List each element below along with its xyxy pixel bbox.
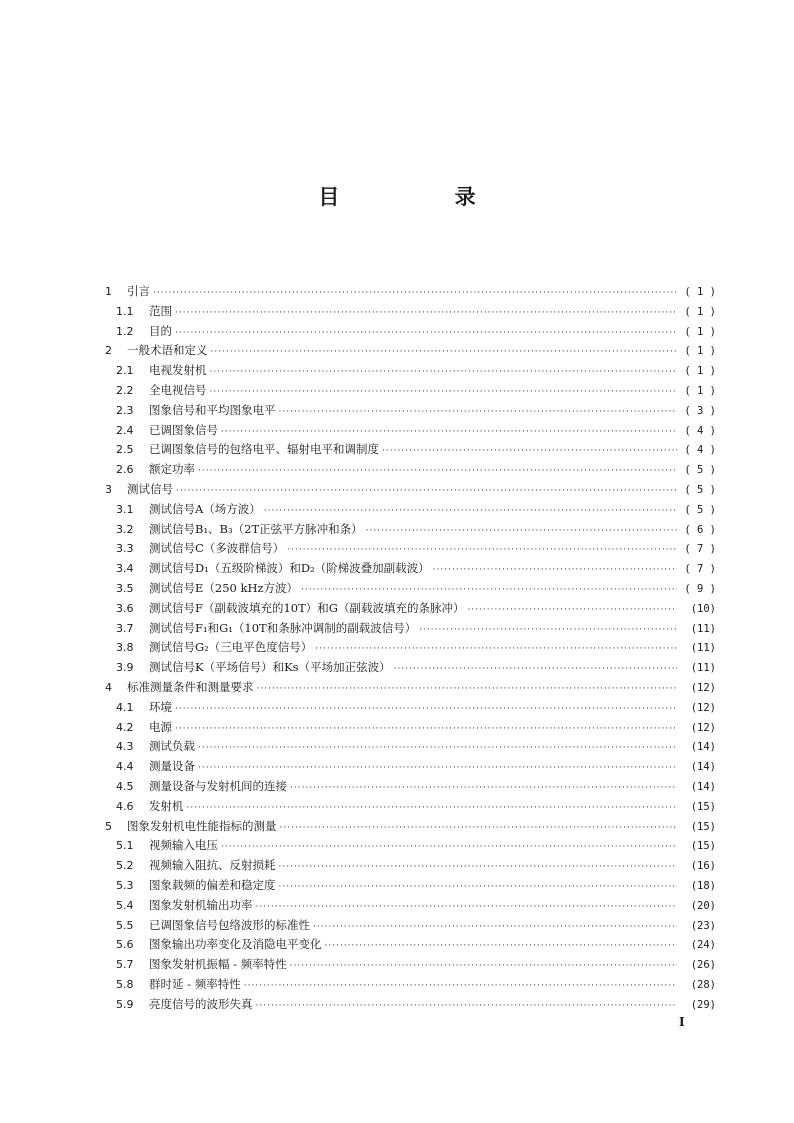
toc-entry-page: (10): [690, 602, 716, 615]
toc-entry-page: ( 5 ): [684, 503, 716, 516]
dot-leader: [290, 779, 677, 799]
toc-entry-page: ( 5 ): [684, 483, 716, 496]
toc-entry-title: 测试信号D₁（五级阶梯波）和D₂（阶梯波叠加副载波）: [149, 561, 430, 576]
toc-entry-page: ( 4 ): [684, 424, 716, 437]
toc-entry-page: (14): [690, 741, 716, 754]
toc-entry-number: 3.4: [116, 562, 134, 576]
dot-leader: [175, 720, 677, 740]
toc-entry-page: (14): [690, 761, 716, 774]
toc-entry-page: (12): [690, 701, 716, 714]
toc-entry-number: 1.2: [116, 324, 134, 338]
dot-leader: [467, 601, 677, 621]
toc-entry-title: 视频输入阻抗、反射损耗: [149, 858, 276, 873]
toc-entry-title: 图象载频的偏差和稳定度: [149, 877, 276, 892]
toc-section-entry[interactable]: [100, 500, 716, 520]
toc-entry-number: 4.6: [116, 799, 134, 813]
toc-entry-number: 2.4: [116, 423, 134, 437]
dot-leader: [280, 819, 678, 839]
toc-chapter-entry[interactable]: [100, 480, 716, 500]
toc-section-entry[interactable]: [100, 836, 716, 856]
toc-entry-title: 已调图象信号: [149, 422, 218, 437]
toc-section-entry[interactable]: [100, 381, 716, 401]
dot-leader: [175, 700, 677, 720]
toc-entry-title: 环境: [149, 699, 172, 714]
toc-entry-number: 3.2: [116, 522, 134, 536]
toc-entry-number: 4: [105, 680, 112, 694]
toc-entry-page: ( 1 ): [684, 305, 716, 318]
table-of-contents: [100, 282, 716, 1014]
toc-entry-page: ( 1 ): [684, 286, 716, 298]
toc-entry-number: 3.5: [116, 581, 134, 595]
toc-entry-page: (15): [690, 800, 716, 813]
toc-entry-number: 3.9: [116, 661, 134, 675]
toc-entry-number: 2: [105, 344, 112, 358]
toc-entry-title: 测试信号G₂（三电平色度信号）: [149, 640, 313, 655]
toc-entry-number: 5.5: [116, 918, 134, 932]
toc-entry-title: 视频输入电压: [149, 838, 218, 853]
toc-section-entry[interactable]: [100, 638, 716, 658]
toc-entry-page: (20): [690, 899, 716, 912]
toc-entry-page: ( 7 ): [684, 563, 716, 576]
toc-section-entry[interactable]: [100, 579, 716, 599]
dot-leader: [221, 838, 677, 858]
toc-section-entry[interactable]: [100, 619, 716, 639]
toc-entry-page: ( 1 ): [684, 365, 716, 378]
toc-entry-title: 测试信号C（多波群信号）: [149, 541, 285, 556]
toc-entry-title: 全电视信号: [149, 382, 207, 397]
toc-entry-page: (14): [690, 780, 716, 793]
dot-leader: [279, 878, 678, 898]
dot-leader: [175, 304, 677, 324]
toc-entry-number: 3.6: [116, 601, 134, 615]
toc-entry-title: 引言: [127, 284, 150, 298]
toc-entry-number: 2.2: [116, 383, 134, 397]
toc-entry-title: 标准测量条件和测量要求: [127, 679, 254, 694]
toc-entry-title: 电视发射机: [149, 363, 207, 378]
toc-section-entry[interactable]: [100, 658, 716, 678]
toc-section-entry[interactable]: [100, 995, 716, 1015]
toc-entry-page: (11): [690, 662, 716, 675]
toc-entry-page: (12): [690, 721, 716, 734]
toc-chapter-entry[interactable]: [100, 678, 716, 698]
toc-chapter-entry[interactable]: [100, 341, 716, 361]
dot-leader: [290, 957, 677, 977]
toc-entry-number: 4.4: [116, 760, 134, 774]
toc-entry-page: (28): [690, 978, 716, 991]
dot-leader: [313, 918, 677, 938]
toc-chapter-entry[interactable]: [100, 817, 716, 837]
toc-section-entry[interactable]: [100, 401, 716, 421]
toc-entry-title: 已调图象信号包络波形的标准性: [149, 917, 310, 932]
toc-entry-page: (16): [690, 860, 716, 873]
toc-entry-page: ( 6 ): [684, 523, 716, 536]
toc-entry-number: 2.3: [116, 403, 134, 417]
toc-entry-number: 5.8: [116, 977, 134, 991]
toc-entry-page: (11): [690, 622, 716, 635]
dot-leader: [257, 680, 678, 700]
toc-section-entry[interactable]: [100, 559, 716, 579]
dot-leader: [211, 343, 678, 363]
toc-section-entry[interactable]: [100, 757, 716, 777]
toc-chapter-entry[interactable]: [100, 282, 716, 302]
toc-section-entry[interactable]: [100, 520, 716, 540]
dot-leader: [419, 621, 677, 641]
toc-entry-title: 电源: [149, 719, 172, 734]
dot-leader: [279, 403, 678, 423]
toc-entry-number: 5.6: [116, 938, 134, 952]
toc-section-entry[interactable]: [100, 876, 716, 896]
toc-entry-page: ( 3 ): [684, 404, 716, 417]
toc-section-entry[interactable]: [100, 955, 716, 975]
toc-entry-number: 5.1: [116, 839, 134, 853]
toc-entry-number: 3.3: [116, 542, 134, 556]
toc-section-entry[interactable]: [100, 935, 716, 955]
toc-entry-page: ( 7 ): [684, 543, 716, 556]
toc-entry-title: 测试负载: [149, 739, 195, 754]
toc-section-entry[interactable]: [100, 916, 716, 936]
toc-section-entry[interactable]: [100, 718, 716, 738]
toc-entry-title: 发射机: [149, 798, 184, 813]
dot-leader: [256, 997, 678, 1017]
toc-entry-number: 5: [105, 819, 112, 833]
toc-entry-number: 5.4: [116, 898, 134, 912]
toc-section-entry[interactable]: [100, 856, 716, 876]
toc-entry-title: 额定功率: [149, 462, 195, 477]
dot-leader: [175, 324, 677, 344]
toc-section-entry[interactable]: [100, 302, 716, 322]
toc-entry-title: 已调图象信号的包络电平、辐射电平和调制度: [149, 442, 379, 457]
dot-leader: [382, 442, 677, 462]
toc-entry-page: (23): [690, 919, 716, 932]
toc-section-entry[interactable]: [100, 440, 716, 460]
toc-section-entry[interactable]: [100, 361, 716, 381]
toc-entry-page: ( 4 ): [684, 444, 716, 457]
dot-leader: [433, 561, 677, 581]
toc-entry-number: 4.5: [116, 779, 134, 793]
dot-leader: [244, 977, 677, 997]
dot-leader: [366, 522, 677, 542]
toc-entry-title: 测试信号K（平场信号）和Ks（平场加正弦波）: [149, 660, 391, 675]
dot-leader: [198, 462, 677, 482]
toc-entry-title: 测试信号F（副载波填充的10T）和G（副载波填充的条脉冲）: [149, 600, 465, 615]
dot-leader: [210, 363, 678, 383]
toc-entry-title: 测试信号E（250 kHz方波）: [149, 580, 299, 595]
toc-entry-title: 测试信号F₁和G₁（10T和条脉冲调制的副载波信号）: [149, 620, 417, 635]
toc-section-entry[interactable]: [100, 322, 716, 342]
dot-leader: [394, 660, 677, 680]
toc-entry-number: 3.1: [116, 502, 134, 516]
toc-entry-number: 2.5: [116, 443, 134, 457]
dot-leader: [256, 898, 678, 918]
toc-entry-title: 一般术语和定义: [127, 343, 208, 358]
toc-entry-title: 图象发射机输出功率: [149, 897, 253, 912]
toc-entry-number: 4.3: [116, 740, 134, 754]
toc-entry-title: 范围: [149, 303, 172, 318]
toc-entry-title: 图象信号和平均图象电平: [149, 402, 276, 417]
toc-entry-title: 测试信号B₁、B₃（2T正弦平方脉冲和条）: [149, 521, 363, 536]
toc-section-entry[interactable]: [100, 698, 716, 718]
toc-entry-number: 2.1: [116, 364, 134, 378]
toc-entry-page: ( 1 ): [684, 325, 716, 338]
toc-entry-title: 测试信号A（场方波）: [149, 501, 261, 516]
toc-entry-number: 5.3: [116, 878, 134, 892]
toc-entry-page: ( 5 ): [684, 464, 716, 477]
toc-entry-number: 3: [105, 482, 112, 496]
toc-entry-page: ( 1 ): [684, 345, 716, 358]
toc-entry-title: 图象发射机电性能指标的测量: [127, 818, 277, 833]
toc-entry-title: 图象发射机振幅 - 频率特性: [149, 957, 287, 972]
toc-entry-title: 图象输出功率变化及消隐电平变化: [149, 937, 322, 952]
toc-section-entry[interactable]: [100, 737, 716, 757]
toc-entry-number: 4.1: [116, 700, 134, 714]
toc-section-entry[interactable]: [100, 599, 716, 619]
toc-entry-title: 群时延 - 频率特性: [149, 976, 241, 991]
toc-entry-number: 3.8: [116, 641, 134, 655]
page-title: 目 录: [318, 185, 530, 209]
toc-entry-page: (15): [690, 820, 716, 833]
toc-section-entry[interactable]: [100, 896, 716, 916]
toc-entry-page: (29): [690, 998, 716, 1011]
toc-section-entry[interactable]: [100, 797, 716, 817]
toc-section-entry[interactable]: [100, 975, 716, 995]
toc-entry-title: 目的: [149, 323, 172, 338]
dot-leader: [210, 383, 678, 403]
toc-entry-page: (24): [690, 939, 716, 952]
toc-entry-number: 5.2: [116, 859, 134, 873]
toc-entry-page: (15): [690, 840, 716, 853]
toc-entry-page: (18): [690, 879, 716, 892]
page-number: I: [679, 1015, 685, 1029]
dot-leader: [325, 937, 678, 957]
toc-entry-page: (26): [690, 959, 716, 972]
toc-entry-title: 测试信号: [127, 481, 173, 496]
toc-entry-number: 2.6: [116, 463, 134, 477]
dot-leader: [198, 739, 677, 759]
toc-entry-page: ( 1 ): [684, 384, 716, 397]
toc-section-entry[interactable]: [100, 539, 716, 559]
toc-entry-title: 测量设备与发射机间的连接: [149, 778, 287, 793]
toc-section-entry[interactable]: [100, 460, 716, 480]
toc-entry-number: 1: [105, 285, 112, 298]
dot-leader: [153, 284, 677, 304]
toc-entry-number: 3.7: [116, 621, 134, 635]
toc-section-entry[interactable]: [100, 777, 716, 797]
dot-leader: [279, 858, 678, 878]
toc-entry-page: ( 9 ): [684, 582, 716, 595]
toc-section-entry[interactable]: [100, 421, 716, 441]
toc-entry-number: 4.2: [116, 720, 134, 734]
toc-entry-page: (11): [690, 642, 716, 655]
toc-entry-title: 测量设备: [149, 759, 195, 774]
toc-entry-number: 5.7: [116, 958, 134, 972]
toc-entry-number: 1.1: [116, 304, 134, 318]
toc-entry-page: (12): [690, 681, 716, 694]
toc-entry-number: 5.9: [116, 997, 134, 1011]
toc-entry-title: 亮度信号的波形失真: [149, 996, 253, 1011]
